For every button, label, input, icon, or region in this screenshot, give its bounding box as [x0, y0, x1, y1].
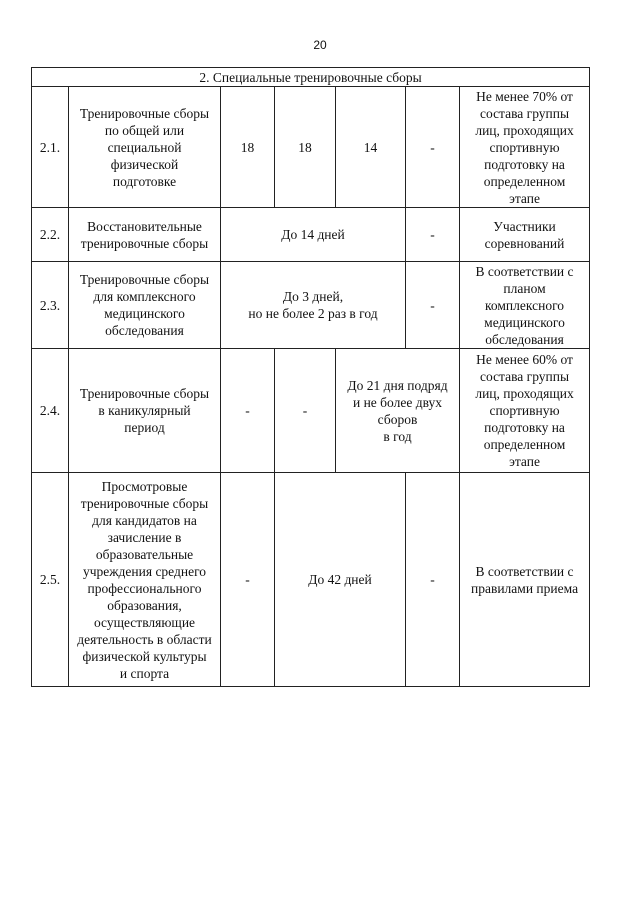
page-number: 20	[313, 38, 327, 52]
row-number: 2.5.	[32, 473, 69, 687]
table-row	[32, 349, 590, 473]
camp-note: Не менее 70% от состава группы лиц, проходящих спортивную подготовку на определенном этапе	[460, 87, 590, 208]
row-number: 2.1.	[32, 87, 69, 208]
duration-span: До 42 дней	[275, 473, 406, 687]
section-title: 2. Специальные тренировочные сборы	[32, 68, 590, 87]
cell-value: -	[275, 349, 336, 473]
table-row	[32, 87, 590, 208]
camp-note: Участники соревнований	[460, 208, 590, 262]
section-header-row	[32, 68, 590, 87]
cell-value: -	[406, 208, 460, 262]
table-row	[32, 473, 590, 687]
table-row	[32, 262, 590, 349]
duration-span: До 21 дня подряд и не более двух сборов в год	[336, 349, 460, 473]
row-number: 2.2.	[32, 208, 69, 262]
duration-span: До 14 дней	[221, 208, 406, 262]
camp-name: Тренировочные сборы по общей или специальной физической подготовке	[69, 87, 221, 208]
cell-value: 18	[221, 87, 275, 208]
cell-value: -	[406, 87, 460, 208]
camp-note: В соответствии с правилами приема	[460, 473, 590, 687]
cell-value: -	[406, 262, 460, 349]
table-row	[32, 208, 590, 262]
cell-value: 18	[275, 87, 336, 208]
cell-value: -	[221, 349, 275, 473]
cell-value: 14	[336, 87, 406, 208]
camp-name: Просмотровые тренировочные сборы для кандидатов на зачисление в образовательные учреждения среднего профессионального образования, осуществляющие деятельность в области физической культуры и спорта	[69, 473, 221, 687]
cell-value: -	[406, 473, 460, 687]
camp-note: Не менее 60% от состава группы лиц, проходящих спортивную подготовку на определенном этапе	[460, 349, 590, 473]
row-number: 2.3.	[32, 262, 69, 349]
duration-span: До 3 дней, но не более 2 раз в год	[221, 262, 406, 349]
camp-name: Тренировочные сборы для комплексного медицинского обследования	[69, 262, 221, 349]
training-camps-table	[31, 67, 590, 687]
camp-name: Тренировочные сборы в каникулярный период	[69, 349, 221, 473]
camp-name: Восстановительные тренировочные сборы	[69, 208, 221, 262]
camp-note: В соответствии с планом комплексного медицинского обследования	[460, 262, 590, 349]
cell-value: -	[221, 473, 275, 687]
row-number: 2.4.	[32, 349, 69, 473]
